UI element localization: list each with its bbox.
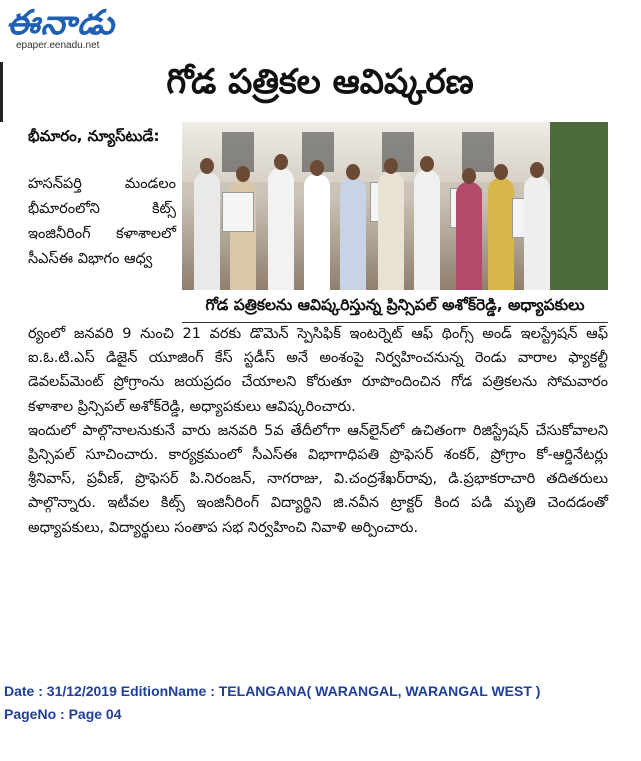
- photo-person: [488, 178, 514, 290]
- photo-head: [200, 158, 214, 174]
- photo-head: [530, 162, 544, 178]
- photo-head: [384, 158, 398, 174]
- article-paragraph: ర్యంలో జనవరి 9 నుంచి 21 వరకు డొమెన్‌ స్పెసిఫిక్‌ ఇంటర్నెట్‌ ఆఫ్‌ థింగ్స్‌ అండ్‌ ఇలస్ట్రేషన్‌ ఆఫ్‌ ఐ.ఓ.టి.ఎస్‌ డిజైన్‌ యూజింగ్‌ కేస్‌ స్టడీస్‌ అనే అంశంపై నిర్వహించనున్న రెండు వారాల ఫ్యాకల్టీ డెవలప్‌మెంట్‌ ప్రోగ్రాంను జయప్రదం చేయాలని కోరుతూ రూపొందించిన గోడ పత్రికలను సోమవారం కళాశాల ప్రిన్సిపల్‌ అశోక్‌రెడ్డి, అధ్యాపకులు ఆవిష్కరించారు.: [28, 326, 608, 415]
- eenadu-logo[interactable]: ఈనాడు: [6, 3, 116, 43]
- article-dateline: భీమారం, న్యూస్‌టుడే:: [28, 127, 160, 145]
- photo-person: [414, 170, 440, 290]
- photo-head: [274, 154, 288, 170]
- edition-date-line: Date : 31/12/2019 EditionName : TELANGANA( WARANGAL, WARANGAL WEST ): [4, 683, 541, 699]
- article-lead-column: హసన్‌పర్తి మండలం భీమారంలోని కిట్స్‌ ఇంజినీరింగ్‌ కళాశాలలో సీఎస్‌ఈ విభాగం ఆధ్వ: [28, 176, 176, 267]
- photo-head: [236, 166, 250, 182]
- photo-tree: [550, 122, 608, 290]
- photo-head: [420, 156, 434, 172]
- article-headline: గోడ పత్రికల ఆవిష్కరణ: [166, 62, 474, 102]
- photo-window: [462, 132, 494, 172]
- photo-window: [222, 132, 254, 172]
- page-number-line: PageNo : Page 04: [4, 706, 122, 722]
- site-url[interactable]: epaper.eenadu.net: [16, 40, 100, 51]
- column-divider: [0, 62, 3, 122]
- photo-caption: గోడ పత్రికలను ఆవిష్కరిస్తున్న ప్రిన్సిపల్‌ అశోక్‌రెడ్డి, అధ్యాపకులు: [205, 296, 585, 314]
- photo-poster: [222, 192, 254, 232]
- masthead: [6, 4, 146, 56]
- photo-person: [378, 172, 404, 290]
- photo-head: [462, 168, 476, 184]
- photo-person: [456, 182, 482, 290]
- photo-head: [494, 164, 508, 180]
- photo-person: [340, 178, 366, 290]
- photo-head: [310, 160, 324, 176]
- article-photo: [182, 122, 608, 290]
- article-paragraph: ఇందులో పాల్గొనాలనుకునే వారు జనవరి 5వ తేదీలోగా ఆన్‌లైన్‌లో ఉచితంగా రిజిస్ట్రేషన్‌ చేసుకోవాలని ప్రిన్సిపల్‌ సూచించారు. కార్యక్రమంలో సీఎస్‌ఈ విభాగాధిపతి ప్రొఫెసర్‌ శంకర్‌, ప్రోగ్రాం కో-ఆర్డినేటర్లు శ్రీనివాస్‌, ప్రవీణ్‌, ప్రొఫెసర్‌ పి.నిరంజన్‌, నాగరాజు, వి.చంద్రశేఖర్‌రావు, డి.ప్రభాకరాచారి తదితరులు పాల్గొన్నారు. ఇటీవల కిట్స్‌ ఇంజినీరింగ్‌ విద్యార్థిని జి.నవీన ట్రాక్టర్‌ కింద పడి మృతి చెందడంతో అధ్యాపకులు, విద్యార్థులు సంతాప సభ నిర్వహించి నివాళి అర్పించారు.: [28, 422, 608, 536]
- photo-person: [304, 174, 330, 290]
- photo-person: [194, 172, 220, 290]
- photo-head: [346, 164, 360, 180]
- article-body: [28, 322, 608, 540]
- photo-person: [268, 168, 294, 290]
- photo-person: [524, 176, 550, 290]
